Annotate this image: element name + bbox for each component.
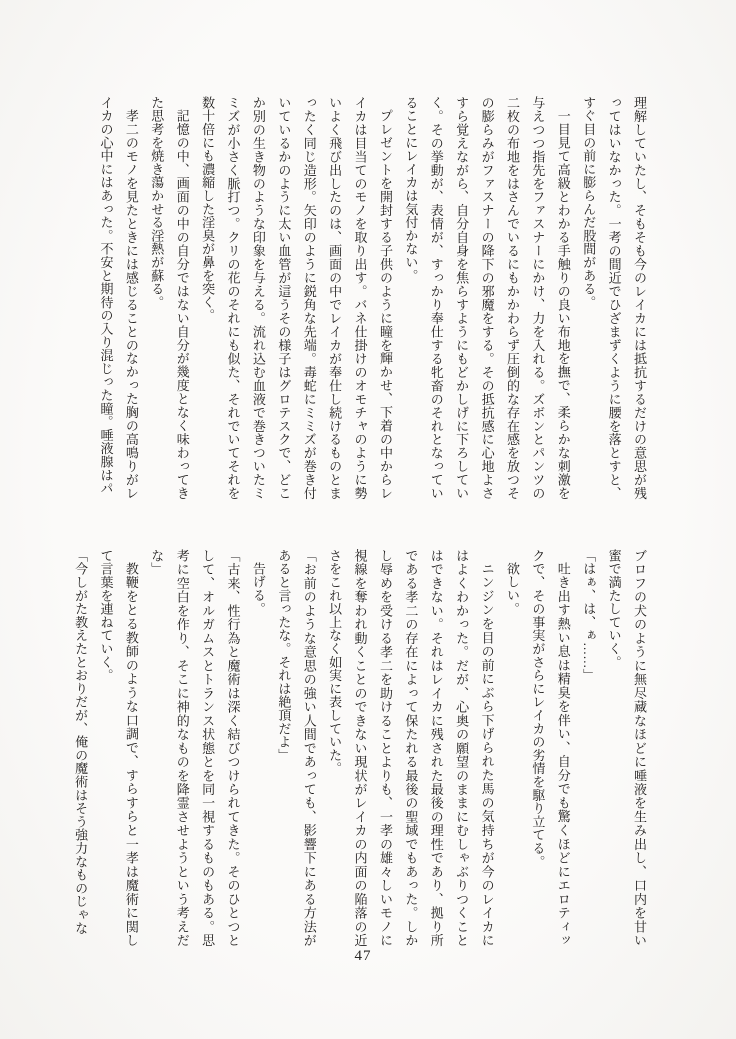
paragraph: 「古来、性行為と魔術は深く結びつけられてきた。そのひとつとして、オルガムスとトランス状態とを同一視するものもある。思考に空白を作り、そこに神的なものを降霊させようという考えだな」 (149, 549, 241, 947)
paragraph: ニンジンを目の前にぶら下げられた馬の気持ちが今のレイカにはよくわかった。だが、心奥の願望のままにむしゃぶりつくことはできない。それはレイカに残された最後の理性であり、拠り所である孝二の存在によって保たれる最後の聖域でもあった。しかし辱めを受ける孝二を助けることよりも、一孝の雄々しいモノに視線を奪われ動くことのできない現状がレイカの内面の陥落の近さをこれ以上なく如実に表していた。 (327, 549, 495, 947)
paragraph: 欲しい。 (504, 562, 520, 616)
paragraph: 「はぁ、は、ぁ……」 (581, 549, 597, 682)
paragraph: 孝二のモノを見たときには感じることのなかった胸の高鳴りがレイカの心中にはあった。不安と期待の入り混じった瞳。唾液腺はパ (98, 96, 139, 500)
paragraph: 「今しがた教えたとおりだが、俺の魔術はそう強力なものじゃな (73, 549, 89, 935)
paragraph: 告げる。 (250, 562, 266, 616)
paragraph: 記憶の中、画面の中の自分ではない自分が幾度となく味わってきた思考を焼き蕩かせる淫熱が蘇る。 (149, 96, 190, 500)
paragraph: 教鞭をとる教師のような口調で、すらすらと一孝は魔術に関して言葉を連ねていく。 (98, 549, 139, 947)
paragraph: ブロフの犬のように無尽蔵なほどに唾液を生み出し、口内を甘い蜜で満たしていく。 (606, 549, 647, 947)
paragraph: プレゼントを開封する子供のように瞳を輝かせ、下着の中からレイカは目当てのモノを取り出す。バネ仕掛けのオモチャのように勢いよく飛び出したのは、画面の中でレイカが奉仕し続けるものとまったく同じ造形。矢印のように鋭角な先端。毒蛇にミミズが巻き付いているかのように太い血管が這うその様子はグロテスクで、どこか別の生き物のような印象を与える。流れ込む血液で巻きついたミミズが小さく脈打つ。クリの花のそれにも似た、それでいてそれを数十倍にも濃縮した淫臭が鼻を突く。 (200, 96, 393, 500)
page-number: 47 (354, 948, 372, 964)
text-block-top (86, 96, 652, 500)
paragraph: 「お前のような意思の強い人間であっても、影響下にある方法があると言ったな。それは絶頂だよ」 (276, 549, 317, 947)
text-block-bottom (73, 549, 652, 947)
paragraph: 一目見て高級とわかる手触りの良い布地を撫で、柔らかな刺激を与えつつ指先をファスナーにかけ、力を入れる。ズボンとパンツの二枚の布地をはさんでいるにもかかわらず圧倒的な存在感を放つその膨らみがファスナーの降下の邪魔をする。その抵抗感に心地よさすら覚えながら、自分自身を焦らすようにもどかしげに下ろしていく。その挙動が、表情が、すっかり奉仕する牝畜のそれとなっていることにレイカは気付かない。 (403, 96, 571, 500)
paragraph: 吐き出す熱い息は精臭を伴い、自分でも驚くほどにエロティックで、その事実がさらにレイカの劣情を駆り立てる。 (530, 549, 571, 947)
paragraph: 理解していたし、そもそも今のレイカには抵抗するだけの意思が残ってはいなかった。一考の間近でひざまずくように腰を落とすと、すぐ目の前に膨らんだ股間がある。 (581, 96, 647, 500)
